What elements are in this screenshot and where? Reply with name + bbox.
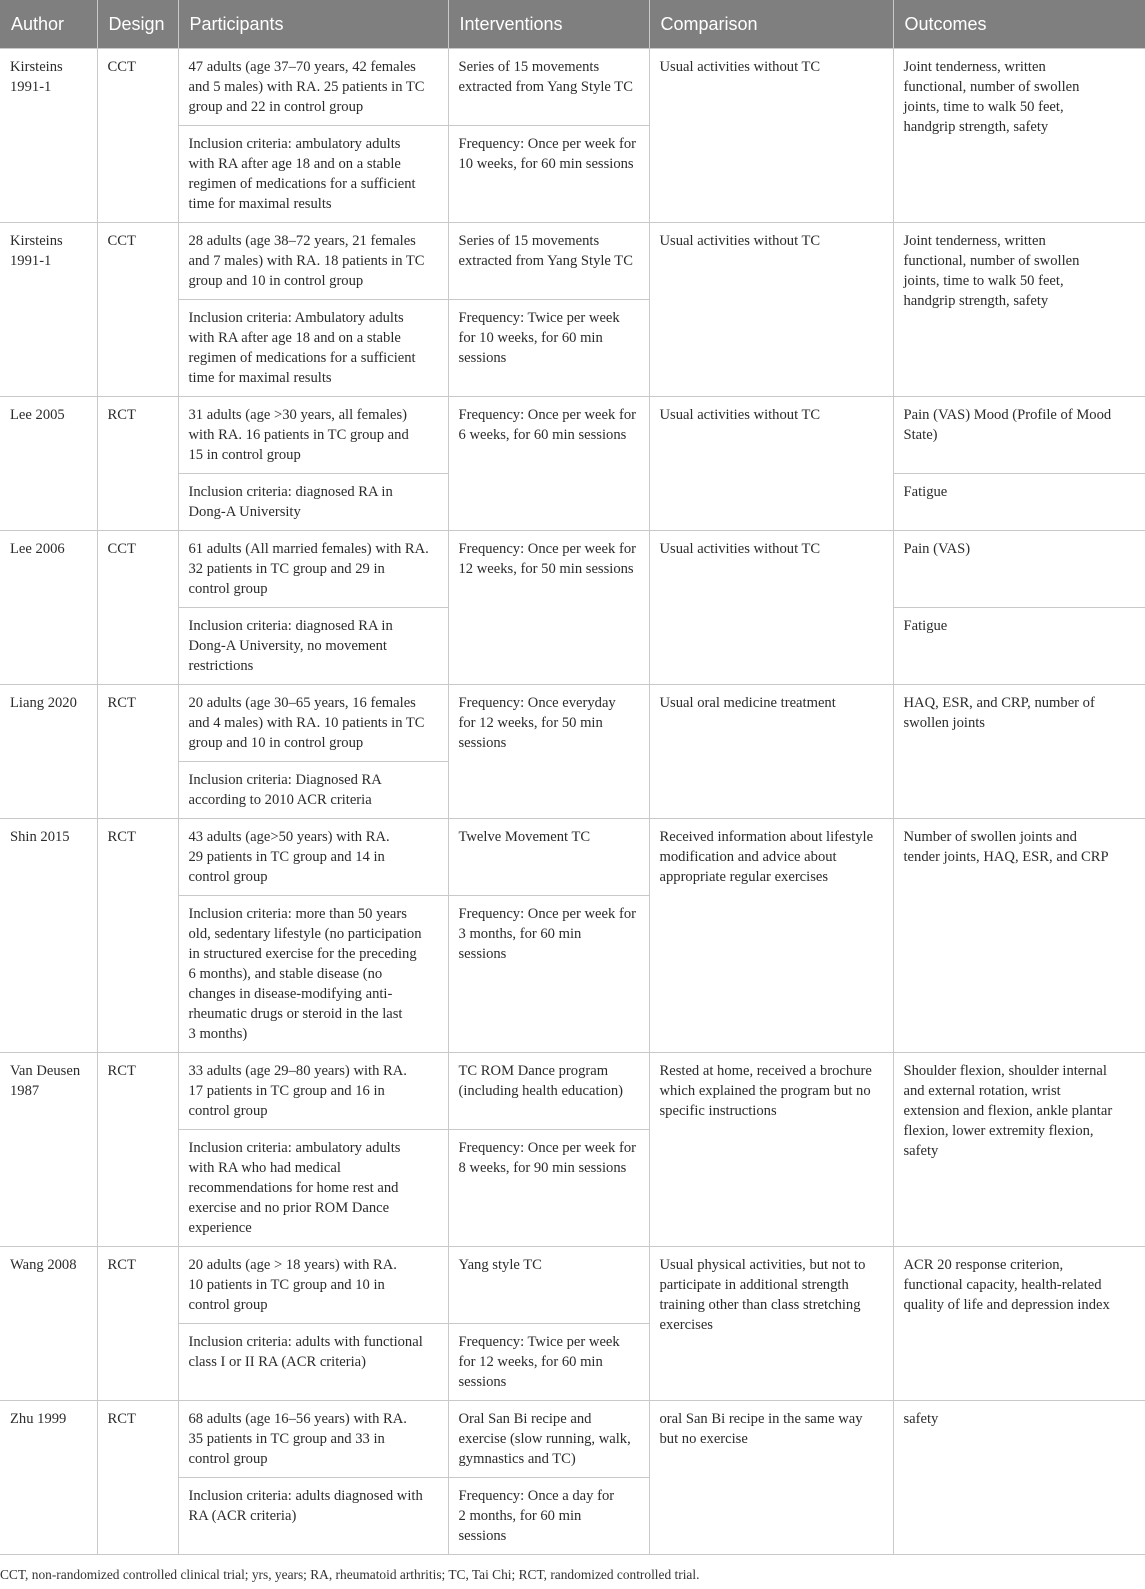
table-row xyxy=(0,1247,1145,1324)
design-cell: RCT xyxy=(97,397,178,531)
author-cell: Kirsteins 1991-1 xyxy=(0,223,97,397)
inclusion-criteria-cell: Inclusion criteria: diagnosed RA in Dong-A University xyxy=(178,474,448,531)
frequency-cell: Frequency: Once per week for 8 weeks, for 90 min sessions xyxy=(448,1130,649,1247)
intervention-cell: Series of 15 movements extracted from Yang Style TC xyxy=(448,223,649,300)
table-footnote: CCT, non-randomized controlled clinical trial; yrs, years; RA, rheumatoid arthritis; TC, Tai Chi; RCT, randomized controlled trial. xyxy=(0,1567,700,1582)
comparison-cell: Usual activities without TC xyxy=(649,49,893,223)
table-row xyxy=(0,531,1145,608)
inclusion-criteria-cell: Inclusion criteria: ambulatory adults with RA who had medical recommendations for home rest and exercise and no prior ROM Dance experience xyxy=(178,1130,448,1247)
author-cell: Zhu 1999 xyxy=(0,1401,97,1555)
intervention-cell: Twelve Movement TC xyxy=(448,819,649,896)
participants-cell: 28 adults (age 38–72 years, 21 females and 7 males) with RA. 18 patients in TC group and 10 in control group xyxy=(178,223,448,300)
design-cell: CCT xyxy=(97,49,178,223)
outcomes-secondary-cell: Fatigue xyxy=(893,608,1145,685)
author-cell: Lee 2005 xyxy=(0,397,97,531)
intervention-cell: Series of 15 movements extracted from Yang Style TC xyxy=(448,49,649,126)
table-row xyxy=(0,223,1145,300)
outcomes-cell: HAQ, ESR, and CRP, number of swollen joints xyxy=(893,685,1145,819)
author-cell: Kirsteins 1991-1 xyxy=(0,49,97,223)
outcomes-cell: Joint tenderness, written functional, number of swollen joints, time to walk 50 feet, handgrip strength, safety xyxy=(893,223,1145,397)
outcomes-cell: Pain (VAS) xyxy=(893,531,1145,608)
outcomes-cell: ACR 20 response criterion, functional capacity, health-related quality of life and depression index xyxy=(893,1247,1145,1401)
frequency-cell: Frequency: Once everyday for 12 weeks, for 50 min sessions xyxy=(448,685,649,819)
table-row xyxy=(0,1053,1145,1130)
outcomes-cell: Number of swollen joints and tender joints, HAQ, ESR, and CRP xyxy=(893,819,1145,1053)
inclusion-criteria-cell: Inclusion criteria: Diagnosed RA according to 2010 ACR criteria xyxy=(178,762,448,819)
participants-cell: 43 adults (age>50 years) with RA. 29 patients in TC group and 14 in control group xyxy=(178,819,448,896)
comparison-cell: Usual oral medicine treatment xyxy=(649,685,893,819)
frequency-cell: Frequency: Once a day for 2 months, for 60 min sessions xyxy=(448,1478,649,1555)
design-cell: RCT xyxy=(97,685,178,819)
frequency-cell: Frequency: Once per week for 6 weeks, for 60 min sessions xyxy=(448,397,649,531)
header-author: Author xyxy=(0,0,97,49)
table-row xyxy=(0,397,1145,474)
intervention-cell: Oral San Bi recipe and exercise (slow running, walk, gymnastics and TC) xyxy=(448,1401,649,1478)
author-cell: Liang 2020 xyxy=(0,685,97,819)
header-participants: Participants xyxy=(178,0,448,49)
author-cell: Wang 2008 xyxy=(0,1247,97,1401)
inclusion-criteria-cell: Inclusion criteria: adults diagnosed with RA (ACR criteria) xyxy=(178,1478,448,1555)
design-cell: RCT xyxy=(97,1053,178,1247)
inclusion-criteria-cell: Inclusion criteria: ambulatory adults with RA after age 18 and on a stable regimen of medications for a sufficient time for maximal results xyxy=(178,126,448,223)
inclusion-criteria-cell: Inclusion criteria: adults with functional class I or II RA (ACR criteria) xyxy=(178,1324,448,1401)
frequency-cell: Frequency: Once per week for 3 months, for 60 min sessions xyxy=(448,896,649,1053)
outcomes-cell: Shoulder flexion, shoulder internal and external rotation, wrist extension and flexion, ankle plantar flexion, lower extremity flexion, safety xyxy=(893,1053,1145,1247)
frequency-cell: Frequency: Once per week for 12 weeks, for 50 min sessions xyxy=(448,531,649,685)
table-header-row xyxy=(0,0,1145,49)
header-design: Design xyxy=(97,0,178,49)
participants-cell: 61 adults (All married females) with RA. 32 patients in TC group and 29 in control group xyxy=(178,531,448,608)
comparison-cell: oral San Bi recipe in the same way but no exercise xyxy=(649,1401,893,1555)
intervention-cell: Yang style TC xyxy=(448,1247,649,1324)
participants-cell: 31 adults (age >30 years, all females) with RA. 16 patients in TC group and 15 in control group xyxy=(178,397,448,474)
participants-cell: 68 adults (age 16–56 years) with RA. 35 patients in TC group and 33 in control group xyxy=(178,1401,448,1478)
table-row xyxy=(0,49,1145,126)
design-cell: CCT xyxy=(97,531,178,685)
header-comparison: Comparison xyxy=(649,0,893,49)
frequency-cell: Frequency: Twice per week for 10 weeks, for 60 min sessions xyxy=(448,300,649,397)
inclusion-criteria-cell: Inclusion criteria: diagnosed RA in Dong-A University, no movement restrictions xyxy=(178,608,448,685)
participants-cell: 20 adults (age > 18 years) with RA. 10 patients in TC group and 10 in control group xyxy=(178,1247,448,1324)
comparison-cell: Usual activities without TC xyxy=(649,531,893,685)
intervention-cell: TC ROM Dance program (including health education) xyxy=(448,1053,649,1130)
frequency-cell: Frequency: Once per week for 10 weeks, for 60 min sessions xyxy=(448,126,649,223)
comparison-cell: Usual activities without TC xyxy=(649,223,893,397)
design-cell: RCT xyxy=(97,1247,178,1401)
inclusion-criteria-cell: Inclusion criteria: Ambulatory adults with RA after age 18 and on a stable regimen of medications for a sufficient time for maximal results xyxy=(178,300,448,397)
header-outcomes: Outcomes xyxy=(893,0,1145,49)
design-cell: RCT xyxy=(97,1401,178,1555)
comparison-cell: Received information about lifestyle modification and advice about appropriate regular exercises xyxy=(649,819,893,1053)
inclusion-criteria-cell: Inclusion criteria: more than 50 years old, sedentary lifestyle (no participation in structured exercise for the preceding 6 months), and stable disease (no changes in disease-modifying anti- rheumatic drugs or steroid in the last 3 months) xyxy=(178,896,448,1053)
design-cell: RCT xyxy=(97,819,178,1053)
design-cell: CCT xyxy=(97,223,178,397)
author-cell: Van Deusen 1987 xyxy=(0,1053,97,1247)
outcomes-secondary-cell: Fatigue xyxy=(893,474,1145,531)
outcomes-cell: safety xyxy=(893,1401,1145,1555)
table-row xyxy=(0,819,1145,896)
author-cell: Lee 2006 xyxy=(0,531,97,685)
frequency-cell: Frequency: Twice per week for 12 weeks, for 60 min sessions xyxy=(448,1324,649,1401)
table-row xyxy=(0,685,1145,762)
table-row xyxy=(0,1401,1145,1478)
comparison-cell: Rested at home, received a brochure which explained the program but no specific instructions xyxy=(649,1053,893,1247)
header-interventions: Interventions xyxy=(448,0,649,49)
author-cell: Shin 2015 xyxy=(0,819,97,1053)
comparison-cell: Usual activities without TC xyxy=(649,397,893,531)
comparison-cell: Usual physical activities, but not to participate in additional strength training other than class stretching exercises xyxy=(649,1247,893,1401)
participants-cell: 33 adults (age 29–80 years) with RA. 17 patients in TC group and 16 in control group xyxy=(178,1053,448,1130)
outcomes-cell: Pain (VAS) Mood (Profile of Mood State) xyxy=(893,397,1145,474)
participants-cell: 47 adults (age 37–70 years, 42 females and 5 males) with RA. 25 patients in TC group and 22 in control group xyxy=(178,49,448,126)
outcomes-cell: Joint tenderness, written functional, number of swollen joints, time to walk 50 feet, handgrip strength, safety xyxy=(893,49,1145,223)
table-body xyxy=(0,49,1145,1555)
participants-cell: 20 adults (age 30–65 years, 16 females and 4 males) with RA. 10 patients in TC group and 10 in control group xyxy=(178,685,448,762)
